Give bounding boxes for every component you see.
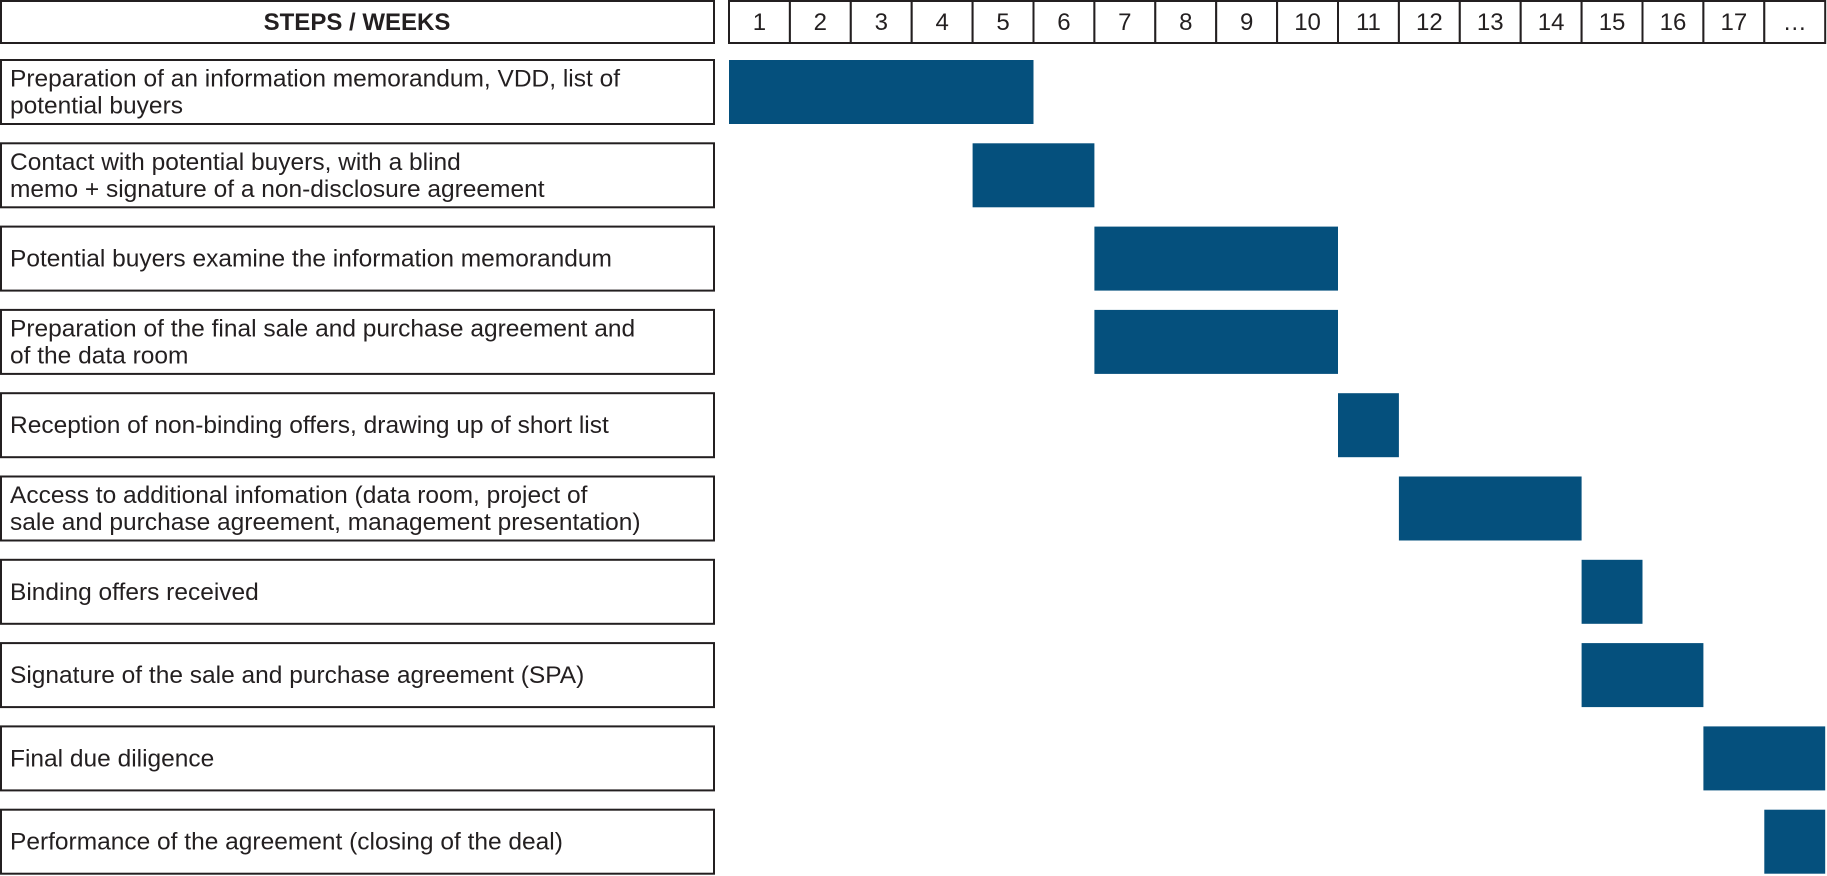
week-label: 5: [996, 9, 1010, 36]
task-bar: [1094, 310, 1338, 374]
week-label: 13: [1476, 9, 1504, 36]
step-label: Final due diligence: [10, 745, 215, 773]
week-label: 11: [1355, 9, 1381, 36]
week-label: 16: [1659, 9, 1687, 36]
steps-weeks-header: STEPS / WEEKS: [263, 9, 451, 36]
week-label: …: [1782, 9, 1807, 36]
step-label: memo + signature of a non-disclosure agreement: [10, 175, 545, 203]
task-bar: [729, 60, 1034, 124]
task-bar: [1399, 477, 1582, 541]
week-label: 9: [1239, 9, 1254, 36]
week-label: 10: [1294, 9, 1321, 36]
task-bar: [1582, 560, 1643, 624]
week-label: 15: [1598, 9, 1626, 36]
task-bar: [1764, 810, 1825, 874]
task-bar: [1338, 393, 1399, 457]
step-label: potential buyers: [10, 92, 183, 120]
week-label: 8: [1179, 9, 1193, 36]
step-label: Performance of the agreement (closing of the deal): [10, 828, 563, 856]
step-label: Preparation of an information memorandum, VDD, list of: [10, 65, 621, 93]
week-label: 12: [1415, 9, 1443, 36]
week-label: 7: [1118, 9, 1132, 36]
task-bar: [1094, 227, 1338, 291]
step-label: Access to additional infomation (data room, project of: [10, 482, 588, 509]
week-label: 2: [813, 9, 828, 36]
step-label: of the data room: [10, 342, 189, 370]
step-label: Signature of the sale and purchase agreement (SPA): [10, 662, 585, 690]
step-label: Binding offers received: [10, 578, 259, 606]
week-label: 3: [874, 9, 888, 36]
task-rows: [1, 60, 714, 874]
task-bars: [729, 60, 1825, 874]
step-label: Preparation of the final sale and purchase agreement and: [10, 315, 636, 343]
week-label: 1: [752, 9, 767, 36]
week-label: 17: [1720, 9, 1748, 36]
week-header-cells: [729, 1, 1825, 43]
step-label: sale and purchase agreement, management presentation): [10, 509, 641, 536]
step-label: Reception of non-binding offers, drawing up of short list: [10, 412, 609, 440]
week-label: 4: [935, 9, 949, 36]
task-bar: [973, 143, 1095, 207]
header-row: [1, 1, 1825, 43]
task-bar: [1703, 726, 1825, 790]
task-bar: [1582, 643, 1704, 707]
step-label: Potential buyers examine the information memorandum: [10, 245, 612, 273]
step-label: Contact with potential buyers, with a blind: [10, 148, 461, 176]
week-label: 14: [1537, 9, 1565, 36]
week-label: 6: [1057, 9, 1071, 36]
